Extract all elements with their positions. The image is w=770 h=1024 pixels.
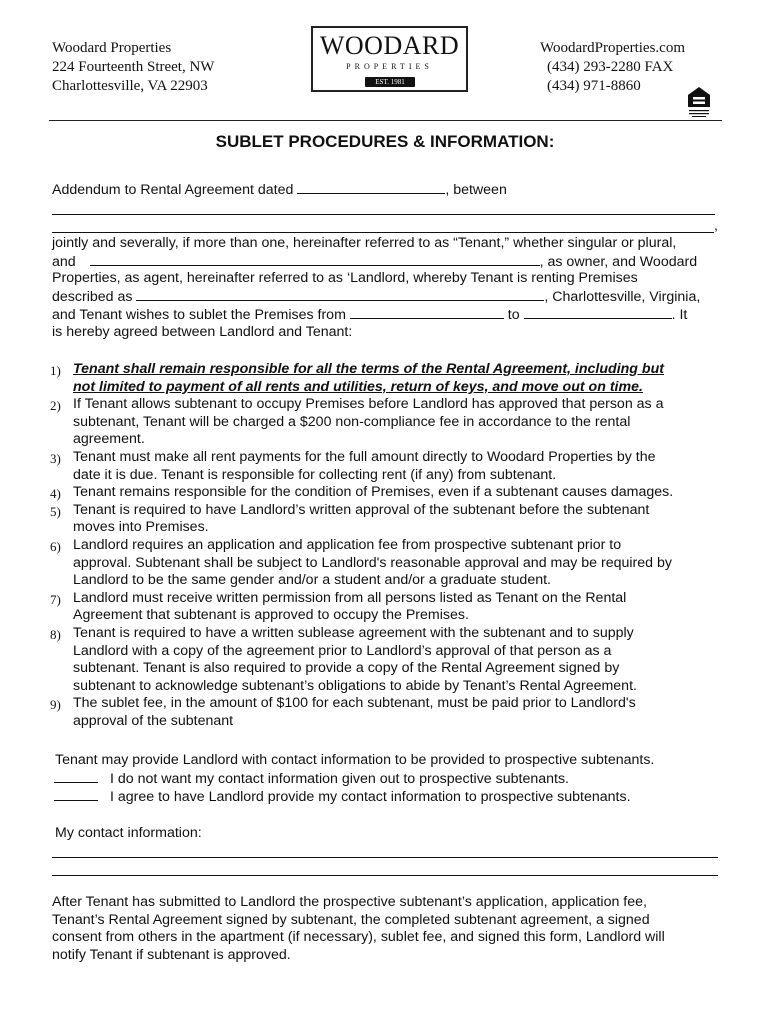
item-number: 6)	[50, 538, 61, 554]
page-title: SUBLET PROCEDURES & INFORMATION:	[215, 132, 555, 151]
item-line: subtenant. Tenant is also required to provide a copy of the Rental Agreement signed by	[73, 660, 620, 677]
item-line: not limited to payment of all rents and utilities, return of keys, and move out on time.	[73, 378, 643, 395]
item-line: approval. Subtenant shall be subject to Landlord's reasonable approval and may be required by	[73, 554, 672, 571]
list-item	[50, 537, 720, 590]
list-item	[50, 502, 720, 537]
addendum-suffix: , between	[445, 182, 507, 198]
item-number: 4)	[50, 486, 61, 502]
woodard-logo	[311, 26, 468, 92]
names-comma: ,	[714, 218, 718, 234]
item-number: 1)	[50, 363, 61, 378]
item-line: Landlord to be the same gender and/or a student and/or a graduate student.	[73, 572, 551, 589]
item-line: If Tenant allows subtenant to occupy Premises before Landlord has approved that person as a	[73, 396, 664, 413]
item-line: subtenant to acknowledge subtenant’s obligations to abide by Tenant’s Rental Agreement.	[73, 677, 637, 694]
company-city: Charlottesville, VA 22903	[52, 78, 208, 94]
item-number: 3)	[50, 450, 61, 466]
item-line: Landlord must receive written permission from all persons listed as Tenant on the Rental	[73, 589, 627, 606]
item-line: date it is due. Tenant is responsible for collecting rent (if any) from subtenant.	[73, 466, 557, 483]
jointly-line: jointly and severally, if more than one, hereinafter referred to as “Tenant,” whether singular or plural,	[52, 235, 677, 251]
closing-line: notify Tenant if subtenant is approved.	[52, 946, 291, 963]
premises-address-field[interactable]	[136, 288, 544, 301]
item-line: Landlord requires an application and application fee from prospective subtenant prior to	[73, 536, 622, 553]
item-line: The sublet fee, in the amount of $100 for each subtenant, must be paid prior to Landlord's	[73, 695, 636, 712]
company-name: Woodard Properties	[52, 40, 172, 56]
item-line: moves into Premises.	[73, 519, 209, 536]
addendum-prefix: Addendum to Rental Agreement dated	[52, 182, 294, 198]
company-website: WoodardProperties.com	[540, 40, 686, 56]
sublet-to: to	[507, 307, 520, 323]
logo-subtitle: PROPERTIES	[346, 62, 433, 71]
sublet-period-line	[52, 306, 687, 325]
closing-line: consent from others in the apartment (if necessary), sublet fee, and signed this form, Landlord will	[52, 929, 665, 946]
sublet-suffix: . It	[671, 307, 688, 323]
item-line: Tenant must make all rent payments for the full amount directly to Woodard Properties by the	[73, 448, 656, 465]
item-line: Tenant shall remain responsible for all the terms of the Rental Agreement, including but	[73, 361, 664, 377]
closing-paragraph	[52, 894, 665, 964]
company-fax: (434) 293-2280 FAX	[547, 59, 674, 75]
option-yes-text: I agree to have Landlord provide my contact information to prospective subtenants.	[110, 789, 631, 805]
option-no-blank[interactable]	[54, 770, 98, 783]
item-line: Tenant is required to have a written sublease agreement with the subtenant and to supply	[73, 624, 634, 641]
owner-line	[52, 253, 697, 272]
list-item	[50, 361, 720, 396]
addendum-line	[52, 181, 507, 200]
owner-suffix: , as owner, and Woodard	[539, 254, 698, 270]
equal-housing-icon	[687, 86, 711, 118]
logo-title: WOODARD	[319, 31, 460, 60]
and-label: and	[52, 254, 76, 270]
list-item	[50, 484, 720, 502]
item-line: Tenant is required to have Landlord’s written approval of the subtenant before the subtenant	[73, 501, 650, 518]
sublet-start-field[interactable]	[350, 306, 504, 319]
company-phone: (434) 971-8860	[547, 78, 641, 94]
header-divider	[49, 120, 722, 121]
item-line: subtenant, Tenant will be charged a $200 non-compliance fee in accordance to the rental	[73, 413, 631, 430]
company-address	[52, 39, 214, 96]
contact-info-field[interactable]	[52, 857, 718, 858]
item-number: 5)	[50, 503, 61, 519]
option-no-text: I do not want my contact information given out to prospective subtenants.	[110, 771, 569, 787]
terms-list	[50, 361, 720, 730]
option-yes-blank[interactable]	[54, 788, 98, 801]
item-number: 8)	[50, 626, 61, 642]
agreement-date-field[interactable]	[297, 181, 445, 194]
logo-est-badge: EST. 1981	[365, 77, 415, 87]
properties-line: Properties, as agent, hereinafter referred to as ‘Landlord, whereby Tenant is renting Premises	[52, 270, 638, 286]
item-number: 2)	[50, 398, 61, 414]
described-suffix: , Charlottesville, Virginia,	[544, 289, 701, 305]
list-item	[50, 590, 720, 625]
tenant-names-field[interactable]	[52, 214, 715, 215]
contact-option-no	[54, 770, 569, 789]
owner-field[interactable]	[90, 253, 540, 266]
sublet-prefix: and Tenant wishes to sublet the Premises from	[52, 307, 346, 323]
contact-option-yes	[54, 788, 631, 807]
item-number: 9)	[50, 697, 61, 713]
item-line: Tenant remains responsible for the condition of Premises, even if a subtenant causes damages.	[73, 484, 674, 501]
contact-intro: Tenant may provide Landlord with contact information to be provided to prospective subtenants.	[55, 752, 655, 768]
sublet-end-field[interactable]	[524, 306, 672, 319]
list-item	[50, 695, 720, 730]
list-item	[50, 449, 720, 484]
closing-line: Tenant’s Rental Agreement signed by subtenant, the completed subtenant agreement, a signed	[52, 911, 650, 928]
item-line: agreement.	[73, 431, 145, 448]
closing-line: After Tenant has submitted to Landlord the prospective subtenant’s application, application fee,	[52, 894, 647, 910]
item-number: 7)	[50, 591, 61, 607]
contact-label: My contact information:	[55, 825, 202, 841]
company-contact	[540, 39, 685, 96]
described-line	[52, 288, 700, 307]
described-label: described as	[52, 289, 133, 305]
item-line: Agreement that subtenant is approved to occupy the Premises.	[73, 607, 469, 624]
list-item	[50, 625, 720, 695]
tenant-names-field-2[interactable]	[52, 232, 714, 233]
item-line: approval of the subtenant	[73, 712, 234, 729]
contact-info-field-2[interactable]	[52, 875, 718, 876]
list-item	[50, 396, 720, 449]
agreed-line: is hereby agreed between Landlord and Tenant:	[52, 324, 353, 340]
company-street: 224 Fourteenth Street, NW	[52, 59, 215, 75]
item-line: Landlord with a copy of the agreement prior to Landlord’s approval of that person as a	[73, 642, 612, 659]
